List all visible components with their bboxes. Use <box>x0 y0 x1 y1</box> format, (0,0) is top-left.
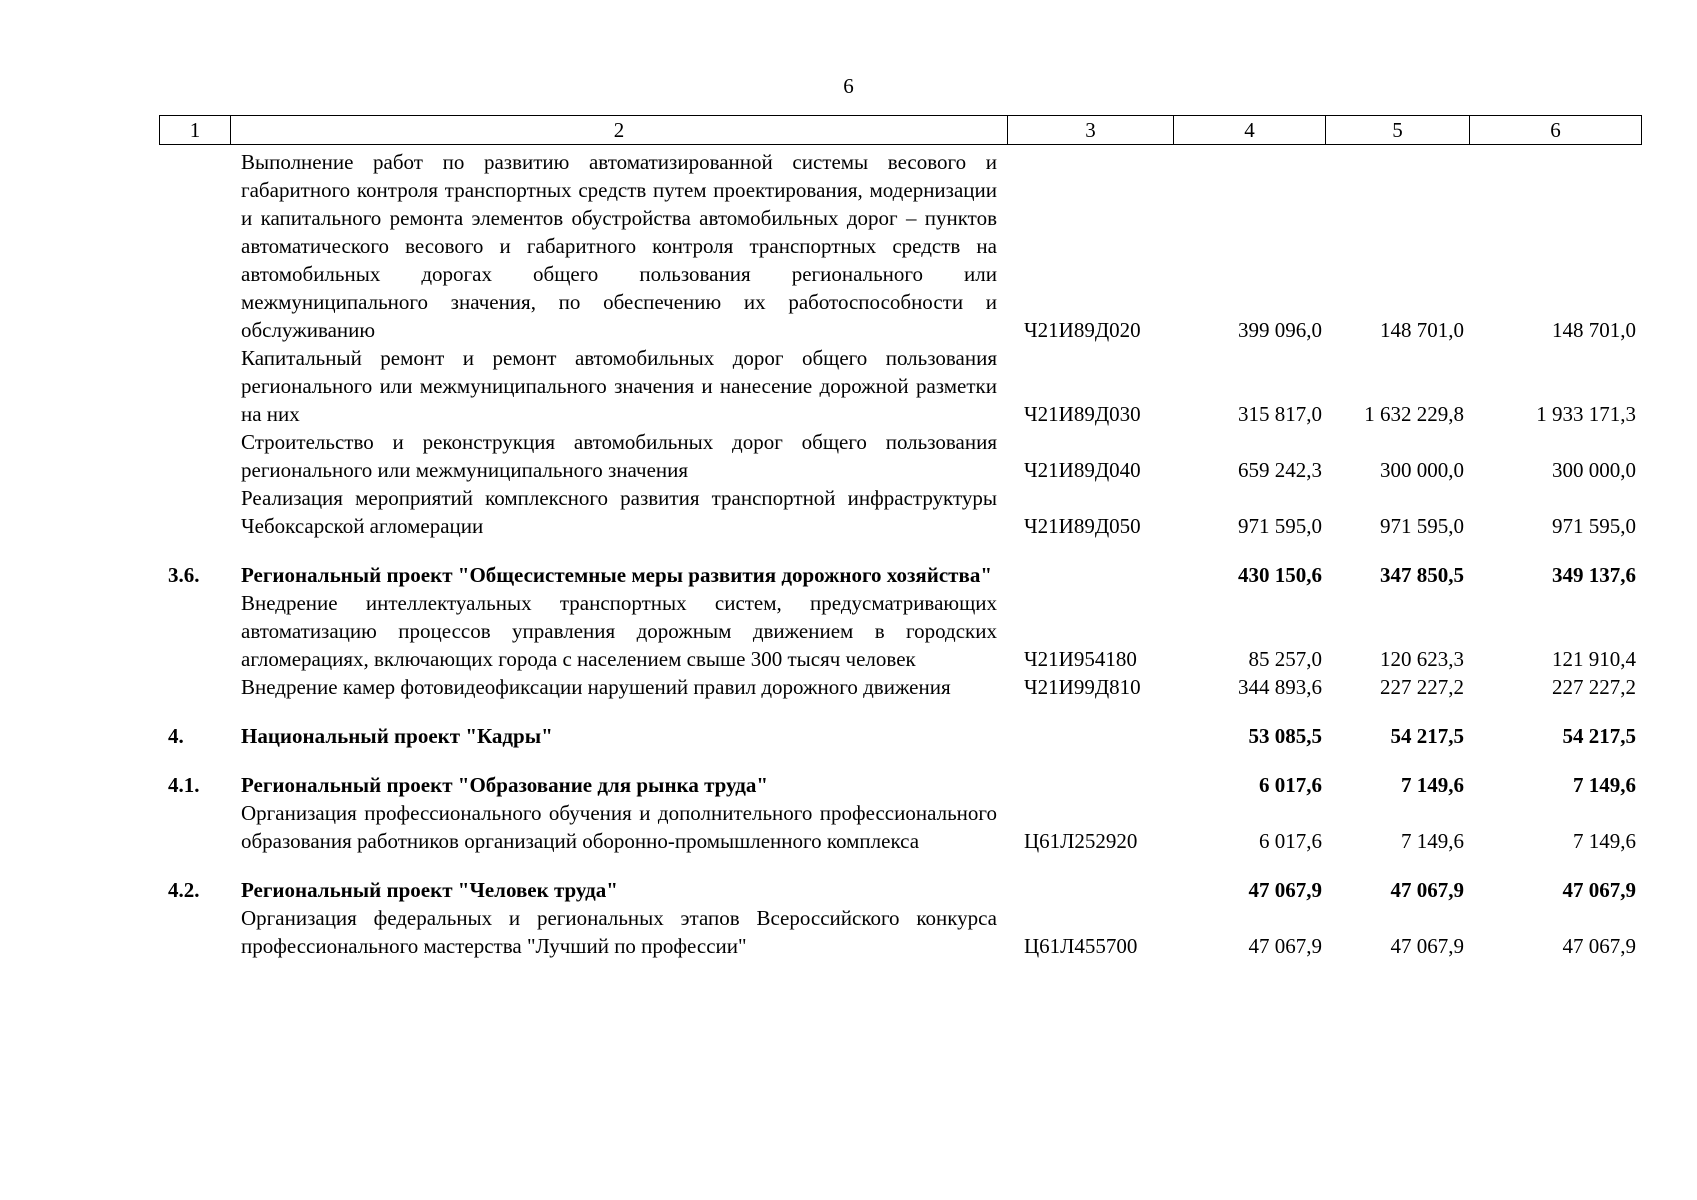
row-code: Ч21И89Д040 <box>1024 458 1141 482</box>
row-value-col6: 227 227,2 <box>1552 675 1636 699</box>
section-title: Региональный проект "Человек труда" <box>241 878 618 902</box>
table-row <box>0 799 1697 855</box>
table-row <box>0 428 1697 484</box>
row-value-col4: 430 150,6 <box>1238 563 1322 587</box>
row-name: Выполнение работ по развитию автоматизированной системы весового и габаритного контроля транспортных средств путем проектирования, модернизации и капитального ремонта элементов обустройства автомобильных дорог – пунктов автоматического весового и габаритного контроля транспортных средств на автомобильных дорогах общего пользования регионального или межмуниципального значения, по обеспечению их работоспособности и обслуживанию <box>241 150 997 342</box>
section-row <box>0 771 1697 799</box>
row-value-col4: 85 257,0 <box>1248 647 1322 671</box>
row-code: Ч21И89Д030 <box>1024 402 1141 426</box>
row-value-col6: 971 595,0 <box>1552 514 1636 538</box>
section-title: Национальный проект "Кадры" <box>241 724 553 748</box>
row-code: Ч21И954180 <box>1024 647 1137 671</box>
section-title: Региональный проект "Общесистемные меры развития дорожного хозяйства" <box>241 563 992 587</box>
row-value-col5: 7 149,6 <box>1401 773 1464 797</box>
row-value-col5: 1 632 229,8 <box>1364 402 1464 426</box>
row-code: Ч21И99Д810 <box>1024 675 1141 699</box>
row-value-col6: 1 933 171,3 <box>1536 402 1636 426</box>
row-value-col6: 148 701,0 <box>1552 318 1636 342</box>
row-code: Ц61Л252920 <box>1024 829 1138 853</box>
budget-table-body <box>0 148 1697 960</box>
header-col-2: 2 <box>231 116 1008 145</box>
row-value-col4: 315 817,0 <box>1238 402 1322 426</box>
row-value-col4: 6 017,6 <box>1259 773 1322 797</box>
table-row <box>0 484 1697 540</box>
row-value-col5: 227 227,2 <box>1380 675 1464 699</box>
row-value-col5: 47 067,9 <box>1390 934 1464 958</box>
page-number: 6 <box>843 74 854 98</box>
row-name: Внедрение камер фотовидеофиксации нарушений правил дорожного движения <box>241 675 951 699</box>
row-code: Ч21И89Д050 <box>1024 514 1141 538</box>
row-value-col4: 344 893,6 <box>1238 675 1322 699</box>
header-col-3: 3 <box>1008 116 1174 145</box>
row-value-col4: 971 595,0 <box>1238 514 1322 538</box>
row-value-col4: 399 096,0 <box>1238 318 1322 342</box>
table-row <box>0 673 1697 701</box>
section-row <box>0 722 1697 750</box>
row-value-col4: 6 017,6 <box>1259 829 1322 853</box>
row-code: Ч21И89Д020 <box>1024 318 1141 342</box>
column-number-header <box>159 115 1642 145</box>
row-value-col5: 120 623,3 <box>1380 647 1464 671</box>
table-row <box>0 148 1697 344</box>
section-number: 4.2. <box>168 878 200 902</box>
section-number: 4.1. <box>168 773 200 797</box>
row-value-col5: 148 701,0 <box>1380 318 1464 342</box>
row-value-col5: 7 149,6 <box>1401 829 1464 853</box>
table-row <box>0 344 1697 428</box>
row-value-col4: 47 067,9 <box>1248 934 1322 958</box>
header-row <box>160 116 1642 145</box>
section-title: Региональный проект "Образование для рынка труда" <box>241 773 769 797</box>
table-row <box>0 904 1697 960</box>
table-row <box>0 589 1697 673</box>
row-value-col5: 54 217,5 <box>1390 724 1464 748</box>
row-value-col6: 54 217,5 <box>1562 724 1636 748</box>
row-name: Внедрение интеллектуальных транспортных систем, предусматривающих автоматизацию процессов управления дорожным движением в городских агломерациях, включающих города с населением свыше 300 тысяч человек <box>241 591 997 671</box>
row-value-col6: 121 910,4 <box>1552 647 1636 671</box>
row-value-col6: 7 149,6 <box>1573 773 1636 797</box>
row-value-col6: 349 137,6 <box>1552 563 1636 587</box>
row-value-col5: 300 000,0 <box>1380 458 1464 482</box>
section-row <box>0 561 1697 589</box>
section-number: 3.6. <box>168 563 200 587</box>
row-value-col4: 53 085,5 <box>1248 724 1322 748</box>
row-value-col6: 47 067,9 <box>1562 878 1636 902</box>
header-col-5: 5 <box>1326 116 1470 145</box>
row-value-col6: 7 149,6 <box>1573 829 1636 853</box>
row-name: Организация профессионального обучения и дополнительного профессионального образования работников организаций оборонно-промышленного комплекса <box>241 801 997 853</box>
row-name: Капитальный ремонт и ремонт автомобильных дорог общего пользования регионального или межмуниципального значения и нанесение дорожной разметки на них <box>241 346 997 426</box>
row-name: Реализация мероприятий комплексного развития транспортной инфраструктуры Чебоксарской агломерации <box>241 486 997 538</box>
header-col-1: 1 <box>160 116 231 145</box>
row-value-col5: 971 595,0 <box>1380 514 1464 538</box>
header-col-4: 4 <box>1174 116 1326 145</box>
row-value-col6: 300 000,0 <box>1552 458 1636 482</box>
row-name: Строительство и реконструкция автомобильных дорог общего пользования регионального или межмуниципального значения <box>241 430 997 482</box>
section-number: 4. <box>168 724 184 748</box>
section-row <box>0 876 1697 904</box>
row-name: Организация федеральных и региональных этапов Всероссийского конкурса профессионального мастерства "Лучший по профессии" <box>241 906 997 958</box>
row-code: Ц61Л455700 <box>1024 934 1138 958</box>
header-col-6: 6 <box>1470 116 1642 145</box>
row-value-col6: 47 067,9 <box>1562 934 1636 958</box>
row-value-col5: 347 850,5 <box>1380 563 1464 587</box>
row-value-col4: 659 242,3 <box>1238 458 1322 482</box>
row-value-col4: 47 067,9 <box>1248 878 1322 902</box>
row-value-col5: 47 067,9 <box>1390 878 1464 902</box>
